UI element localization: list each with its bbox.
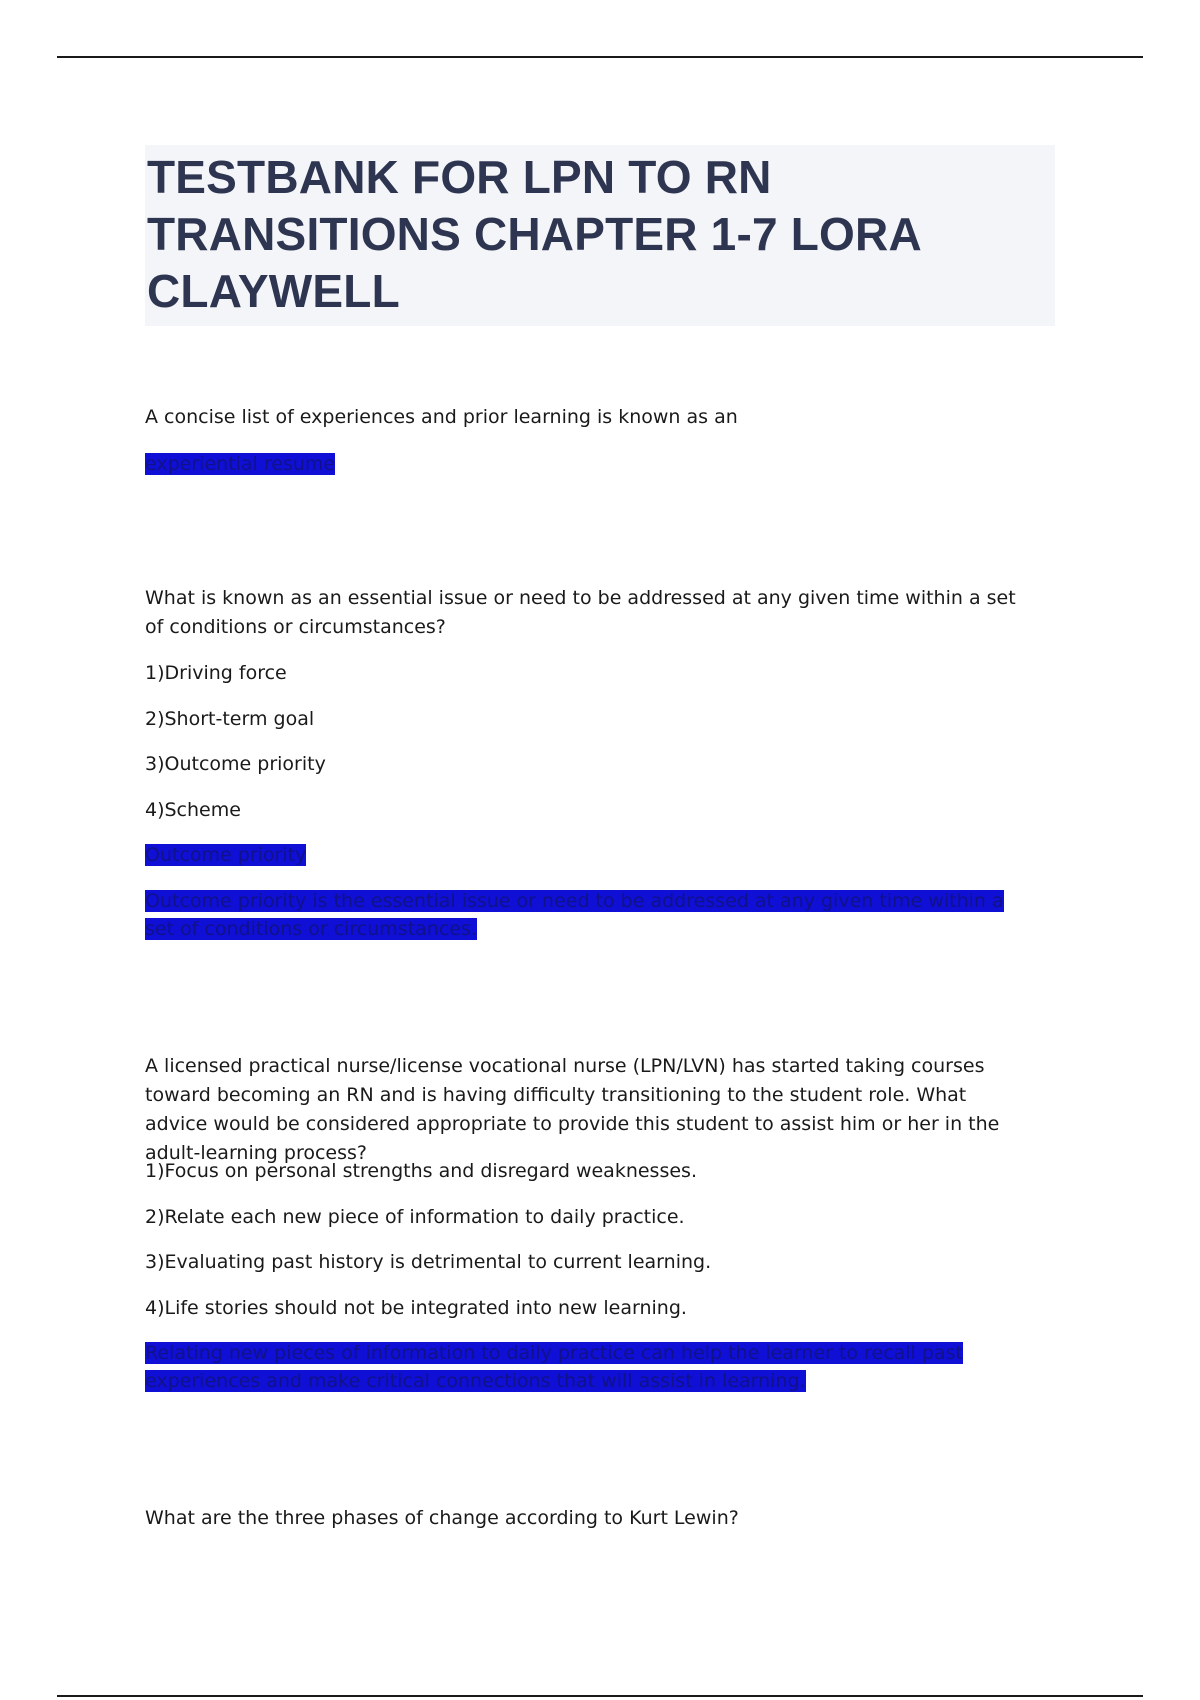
question-text: A concise list of experiences and prior learning is known as an (145, 406, 738, 428)
question-text: A licensed practical nurse/license vocational nurse (LPN/LVN) has started taking courses toward becoming an RN and is having difficulty transitioning to the student role. What advice would be considered appropriate to provide this student to assist him or her in the adult-learning process? (145, 1055, 1000, 1164)
answer-highlight: Relating new pieces of information to daily practice can help the learner to recall past experiences and make critical connections that will assist in learning. (145, 1342, 963, 1392)
option-text: 4)Life stories should not be integrated into new learning. (145, 1297, 687, 1319)
question-block-4 (145, 1504, 1045, 1533)
option-item (145, 705, 1045, 734)
question-block-2 (145, 584, 1025, 642)
answer-block-2b (145, 887, 1010, 943)
answer-text (145, 450, 1045, 478)
answer-highlight: Outcome priority (145, 844, 307, 866)
answer-block-3 (145, 1339, 1030, 1395)
option-item (145, 659, 1045, 688)
option-item (145, 1248, 1045, 1277)
answer-text (145, 1339, 1030, 1395)
question-text: What are the three phases of change according to Kurt Lewin? (145, 1507, 739, 1529)
option-item (145, 750, 1045, 779)
answer-block-2a (145, 841, 1045, 869)
question-block-1 (145, 403, 1045, 432)
option-text: 4)Scheme (145, 799, 241, 821)
option-item (145, 1294, 1045, 1323)
option-text: 2)Relate each new piece of information to daily practice. (145, 1206, 685, 1228)
document-title: TESTBANK FOR LPN TO RN TRANSITIONS CHAPTER 1-7 LORA CLAYWELL (147, 151, 921, 317)
option-item (145, 1157, 1045, 1186)
answer-block-1 (145, 450, 1045, 478)
option-item (145, 1203, 1045, 1232)
answer-highlight: Outcome priority is the essential issue or need to be addressed at any given time within a set of conditions or circumstances. (145, 890, 1004, 940)
top-rule (57, 56, 1143, 58)
option-text: 3)Evaluating past history is detrimental to current learning. (145, 1251, 712, 1273)
answer-text (145, 887, 1010, 943)
option-text: 1)Driving force (145, 662, 287, 684)
question-block-3 (145, 1052, 1025, 1168)
document-header (145, 145, 1055, 326)
answer-text (145, 841, 1045, 869)
option-item (145, 796, 1045, 825)
title-box (145, 145, 1055, 326)
question-text: What is known as an essential issue or need to be addressed at any given time within a set of conditions or circumstances? (145, 587, 1016, 638)
option-text: 1)Focus on personal strengths and disregard weaknesses. (145, 1160, 697, 1182)
option-text: 3)Outcome priority (145, 753, 326, 775)
answer-highlight: experiential resume (145, 453, 336, 475)
option-text: 2)Short-term goal (145, 708, 315, 730)
bottom-rule (57, 1695, 1143, 1697)
